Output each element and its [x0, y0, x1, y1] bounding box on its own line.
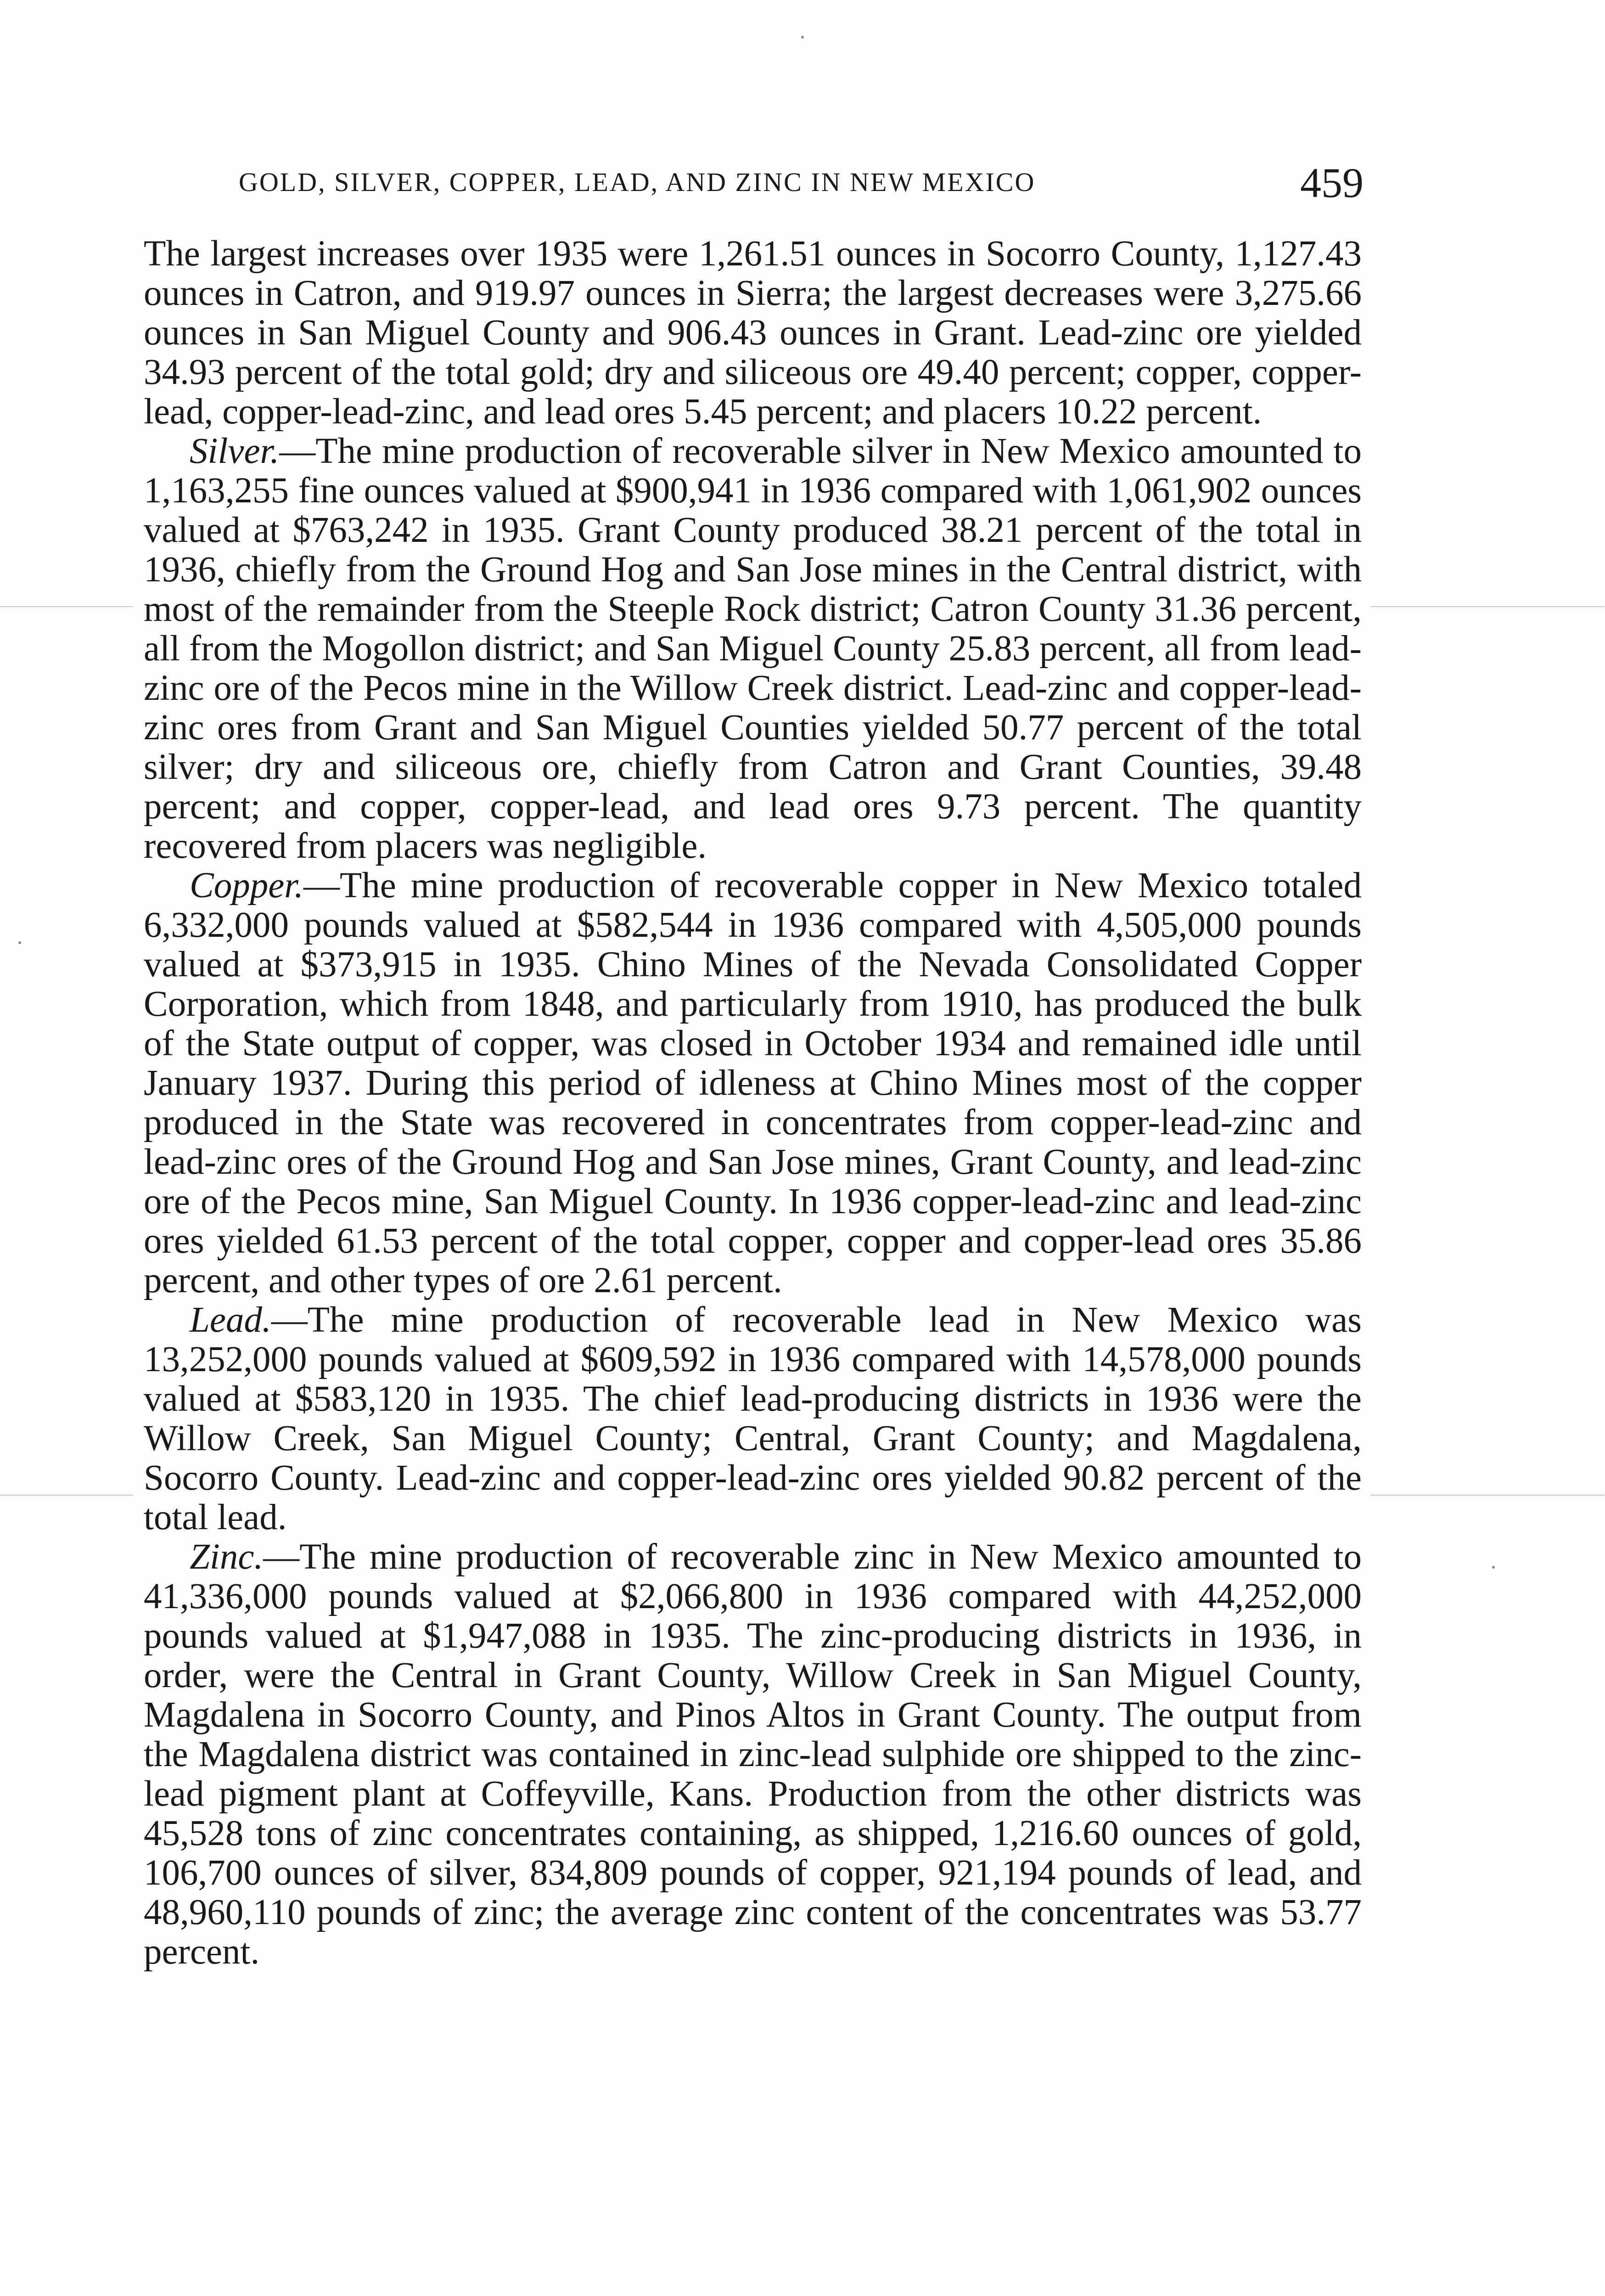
running-head-title: GOLD, SILVER, COPPER, LEAD, AND ZINC IN NEW MEXICO [239, 167, 1036, 197]
paragraph-text: —The mine production of recoverable silver in New Mexico amounted to 1,163,255 fine ounces valued at $900,941 in 1936 compared with 1,061,902 ounces valued at $763,242 in 1935. Grant County produced 38.21 percent of the total in 1936, chiefly from the Ground Hog and San Jose mines in the Central district, with most of the remainder from the Steeple Rock district; Catron County 31.36 percent, all from the Mogollon district; and San Miguel County 25.83 percent, all from lead-zinc ore of the Pecos mine in the Willow Creek district. Lead-zinc and copper-lead-zinc ores from Grant and San Miguel Counties yielded 50.77 percent of the total silver; dry and siliceous ore, chiefly from Catron and Grant Counties, 39.48 percent; and copper, copper-lead, and lead ores 9.73 percent. The quantity recovered from placers was negligible. [144, 431, 1362, 866]
scan-speck [1492, 1566, 1495, 1569]
paragraph-text: —The mine production of recoverable copper in New Mexico totaled 6,332,000 pounds valued at $582,544 in 1936 compared with 4,505,000 pounds valued at $373,915 in 1935. Chino Mines of the Nevada Consolidated Copper Corporation, which from 1848, and particularly from 1910, has produced the bulk of the State output of copper, was closed in October 1934 and remained idle until January 1937. During this period of idleness at Chino Mines most of the copper produced in the State was recovered in concentrates from copper-lead-zinc and lead-zinc ores of the Ground Hog and San Jose mines, Grant County, and lead-zinc ore of the Pecos mine, San Miguel County. In 1936 copper-lead-zinc and lead-zinc ores yielded 61.53 percent of the total copper, copper and copper-lead ores 35.86 percent, and other types of ore 2.61 percent. [144, 866, 1362, 1300]
scan-speck [18, 941, 21, 944]
paragraph-lead [144, 1300, 1362, 1537]
section-lead-in-copper: Copper. [190, 866, 303, 906]
body-text [144, 234, 1362, 1972]
paragraph-copper [144, 866, 1362, 1300]
scan-rule-mark [1370, 606, 1605, 607]
section-lead-in-zinc: Zinc. [190, 1537, 264, 1577]
running-head [239, 158, 1364, 214]
paragraph-text: —The mine production of recoverable zinc in New Mexico amounted to 41,336,000 pounds valued at $2,066,800 in 1936 compared with 44,252,000 pounds valued at $1,947,088 in 1935. The zinc-producing districts in 1936, in order, were the Central in Grant County, Willow Creek in San Miguel County, Magdalena in Socorro County, and Pinos Altos in Grant County. The output from the Magdalena district was contained in zinc-lead sulphide ore shipped to the zinc-lead pigment plant at Coffeyville, Kans. Production from the other districts was 45,528 tons of zinc concentrates containing, as shipped, 1,216.60 ounces of gold, 106,700 ounces of silver, 834,809 pounds of copper, 921,194 pounds of lead, and 48,960,110 pounds of zinc; the average zinc content of the concentrates was 53.77 percent. [144, 1537, 1362, 1972]
paragraph-zinc [144, 1537, 1362, 1972]
paragraph-text: The largest increases over 1935 were 1,261.51 ounces in Socorro County, 1,127.43 ounces in Catron, and 919.97 ounces in Sierra; the largest decreases were 3,275.66 ounces in San Miguel County and 906.43 ounces in Grant. Lead-zinc ore yielded 34.93 percent of the total gold; dry and siliceous ore 49.40 percent; copper, copper-lead, copper-lead-zinc, and lead ores 5.45 percent; and placers 10.22 percent. [144, 234, 1362, 432]
section-lead-in-silver: Silver. [190, 431, 280, 471]
paragraph-silver [144, 432, 1362, 866]
scan-rule-mark [0, 1495, 133, 1496]
section-lead-in-lead: Lead. [190, 1300, 271, 1340]
scan-rule-mark [0, 606, 133, 607]
paragraph-text: —The mine production of recoverable lead in New Mexico was 13,252,000 pounds valued at $609,592 in 1936 compared with 14,578,000 pounds valued at $583,120 in 1935. The chief lead-producing districts in 1936 were the Willow Creek, San Miguel County; Central, Grant County; and Magdalena, Socorro County. Lead-zinc and copper-lead-zinc ores yielded 90.82 percent of the total lead. [144, 1300, 1362, 1537]
page-number: 459 [1300, 159, 1364, 206]
scan-rule-mark [1370, 1495, 1605, 1496]
paragraph-gold-continued [144, 234, 1362, 432]
scan-speck [801, 36, 804, 39]
